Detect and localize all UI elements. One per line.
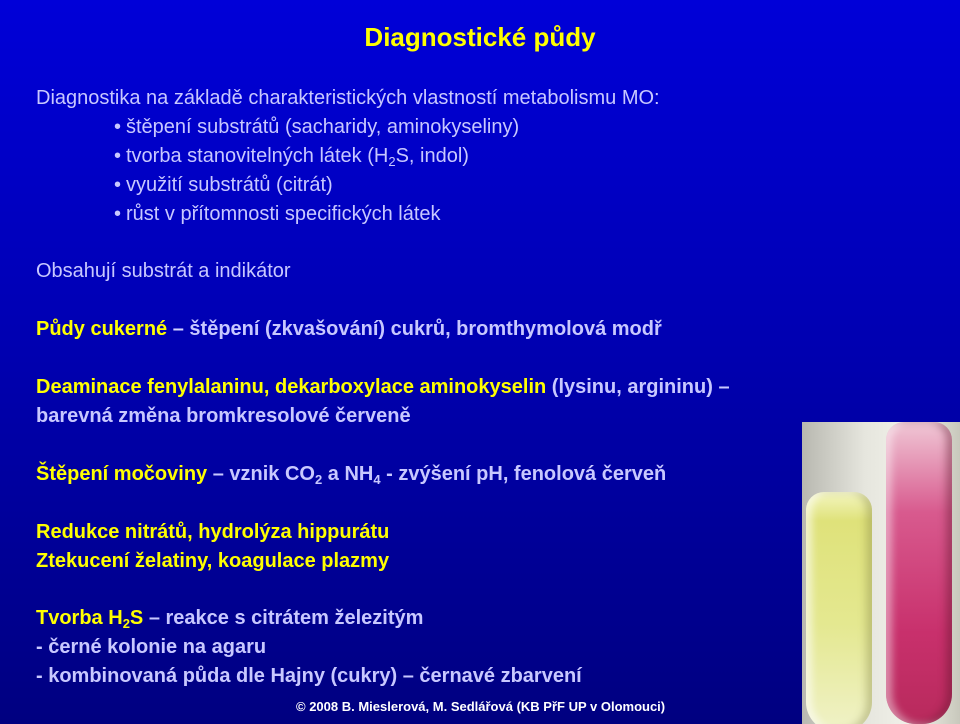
intro-text: Diagnostika na základě charakteristických vlastností metabolismu MO: bbox=[36, 87, 660, 109]
substrate-line: Obsahují substrát a indikátor bbox=[36, 260, 291, 282]
bullet-item: • tvorba stanovitelných látek ($H_2S$, indol) bbox=[114, 145, 469, 169]
bullet-list bbox=[36, 113, 660, 229]
bullet-item: • štěpení substrátů (sacharidy, aminokyseliny) bbox=[114, 116, 520, 138]
urea-line: Štěpení močoviny – vznik $CO_2$ a $NH_4$ - zvýšení pH, fenolová červeň bbox=[36, 463, 667, 487]
bullet-item: • růst v přítomnosti specifických látek bbox=[114, 203, 441, 225]
copyright-footer: © 2008 B. Mieslerová, M. Sedlářová (KB PřF UP v Olomouci) bbox=[296, 699, 666, 714]
intro-section bbox=[36, 84, 660, 229]
deamination-section: Deaminace fenylalaninu, dekarboxylace aminokyselin (lysinu, argininu) – barevná změna bromkresolové červeně bbox=[36, 376, 730, 427]
pink-tube bbox=[886, 422, 952, 724]
slide-title: Diagnostické půdy bbox=[364, 22, 596, 52]
h2s-section: Tvorba $H_2S$ – reakce s citrátem železitým - černé kolonie na agaru - kombinovaná půda dle Hajny (cukry) – černavé zbarvení bbox=[36, 607, 582, 687]
bullet-item: • využití substrátů (citrát) bbox=[114, 174, 333, 196]
test-tubes-photo bbox=[802, 422, 960, 724]
yellow-tube bbox=[806, 492, 872, 724]
sugar-media-line: Půdy cukerné – štěpení (zkvašování) cukrů, bromthymolová modř bbox=[36, 318, 662, 340]
nitrate-section: Redukce nitrátů, hydrolýza hippurátu Ztekucení želatiny, koagulace plazmy bbox=[36, 521, 390, 572]
